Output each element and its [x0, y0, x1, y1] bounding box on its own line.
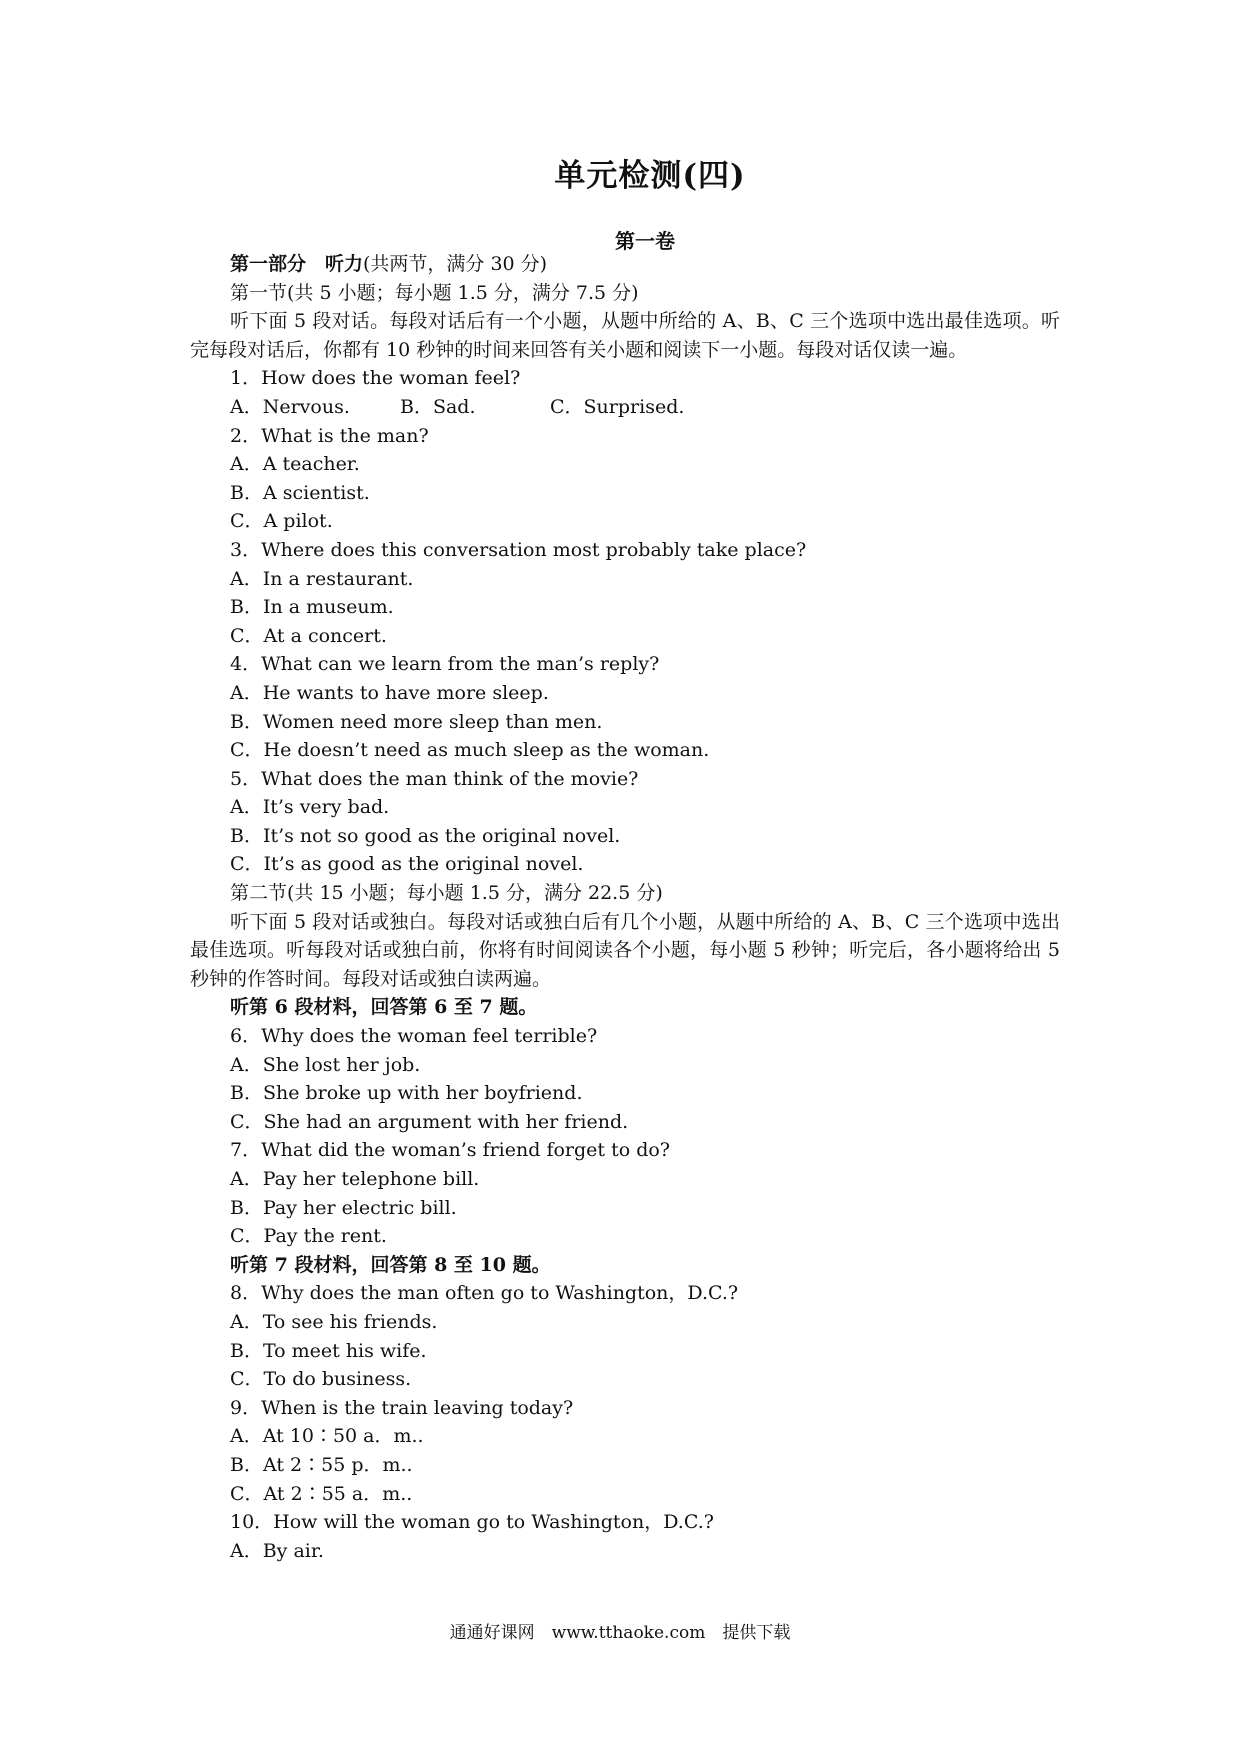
- question-stem: 10．How will the woman go to Washington，D.C.?: [230, 1511, 714, 1534]
- option-c: C．At a concert.: [230, 624, 387, 647]
- question-stem: 1．How does the woman feel?: [230, 367, 521, 390]
- option-b: B．Sad.: [400, 395, 476, 418]
- option-c: C．Pay the rent.: [230, 1225, 387, 1248]
- question-stem: 9．When is the train leaving today?: [230, 1396, 574, 1419]
- section2-heading: 第二节(共 15 小题；每小题 1.5 分，满分 22.5 分): [230, 882, 663, 905]
- option-c: C．Surprised.: [550, 395, 685, 418]
- option-c: C．To do business.: [230, 1368, 412, 1391]
- option-a: A．Nervous.: [230, 395, 350, 418]
- page-footer: 通通好课网 www.tthaoke.com 提供下载: [449, 1623, 791, 1643]
- option-b: B．At 2∶55 p．m..: [230, 1453, 413, 1476]
- option-a: A．A teacher.: [230, 453, 360, 476]
- option-a: A．She lost her job.: [230, 1053, 421, 1076]
- document-body: [190, 250, 1060, 1565]
- document-title: 单元检测(四): [554, 158, 746, 194]
- option-b: B．She broke up with her boyfriend.: [230, 1082, 583, 1105]
- option-a: A．By air.: [230, 1539, 324, 1562]
- question-stem: 7．What did the woman’s friend forget to do?: [230, 1139, 670, 1162]
- material-heading: 听第 7 段材料，回答第 8 至 10 题。: [230, 1253, 551, 1276]
- question-stem: 3．Where does this conversation most probably take place?: [230, 538, 807, 561]
- option-c: C．She had an argument with her friend.: [230, 1110, 629, 1133]
- option-b: B．It’s not so good as the original novel.: [230, 824, 621, 847]
- option-b: B．In a museum.: [230, 596, 394, 619]
- option-a: A．Pay her telephone bill.: [230, 1168, 480, 1190]
- question-stem: 8．Why does the man often go to Washington，D.C.?: [230, 1282, 739, 1305]
- option-a: A．At 10∶50 a．m..: [230, 1425, 424, 1448]
- section1-instructions: 听下面 5 段对话。每段对话后有一个小题，从题中所给的 A、B、C 三个选项中选出最佳选项。听完每段对话后，你都有 10 秒钟的时间来回答有关小题和阅读下一小题。每段对话仅读一遍。: [190, 310, 1060, 361]
- section2-instructions: 听下面 5 段对话或独白。每段对话或独白后有几个小题，从题中所给的 A、B、C 三个选项中选出最佳选项。听每段对话或独白前，你将有时间阅读各个小题，每小题 5 秒钟；听完后，各小题将给出 5 秒钟的作答时间。每段对话或独白读两遍。: [190, 910, 1060, 990]
- option-b: B．Pay her electric bill.: [230, 1196, 457, 1219]
- section1-heading: 第一节(共 5 小题；每小题 1.5 分，满分 7.5 分): [230, 281, 639, 304]
- option-c: C．He doesn’t need as much sleep as the woman.: [230, 739, 710, 762]
- option-a: A．In a restaurant.: [230, 567, 414, 590]
- question-stem: 4．What can we learn from the man’s reply?: [230, 653, 660, 676]
- question-stem: 5．What does the man think of the movie?: [230, 767, 639, 790]
- part1-heading: [190, 250, 1060, 279]
- option-b: B．Women need more sleep than men.: [230, 710, 603, 733]
- volume-heading: 第一卷: [615, 229, 675, 253]
- option-a: A．He wants to have more sleep.: [230, 681, 549, 704]
- part1-title: 第一部分 听力: [230, 253, 364, 275]
- option-b: B．A scientist.: [230, 481, 370, 504]
- question-stem: 2．What is the man?: [230, 424, 429, 447]
- option-a: A．To see his friends.: [230, 1310, 438, 1333]
- option-c: C．At 2∶55 a．m..: [230, 1482, 413, 1505]
- material-heading: 听第 6 段材料，回答第 6 至 7 题。: [230, 996, 538, 1019]
- q1-options: [190, 393, 1060, 422]
- option-b: B．To meet his wife.: [230, 1339, 427, 1362]
- option-c: C．A pilot.: [230, 510, 333, 533]
- option-c: C．It’s as good as the original novel.: [230, 853, 584, 876]
- option-a: A．It’s very bad.: [230, 796, 390, 819]
- part1-detail: (共两节，满分 30 分): [363, 253, 548, 275]
- question-stem: 6．Why does the woman feel terrible?: [230, 1025, 598, 1048]
